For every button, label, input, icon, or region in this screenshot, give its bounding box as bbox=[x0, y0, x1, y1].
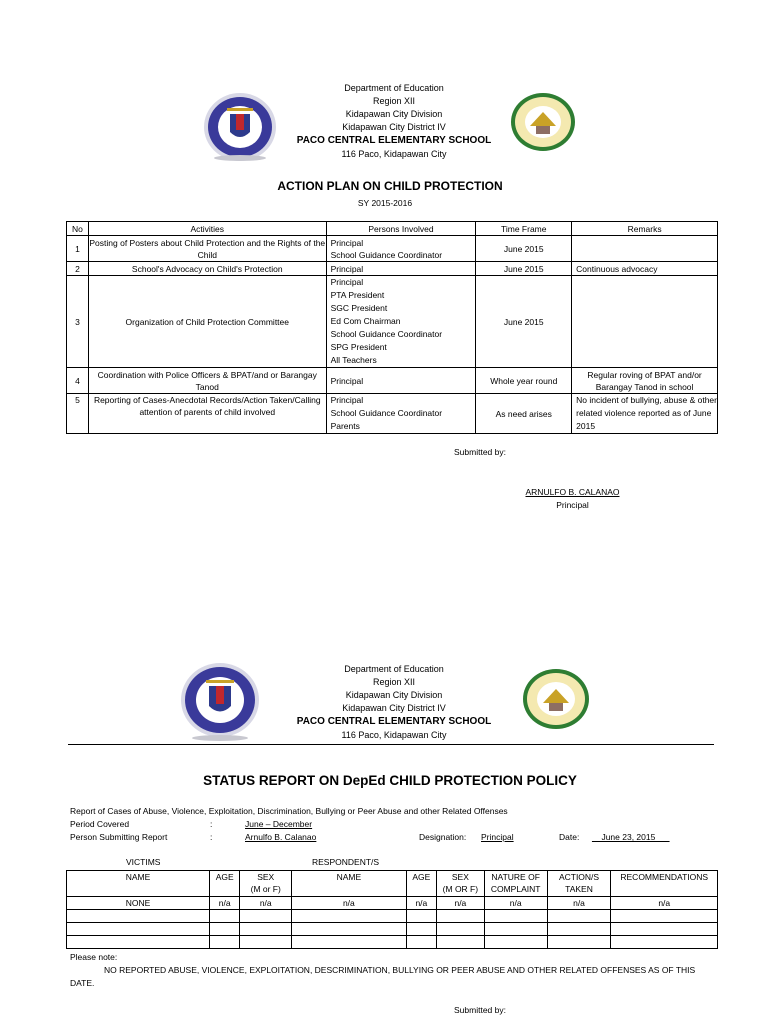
region-line: Region XII bbox=[372, 96, 416, 106]
table-row: 3 Organization of Child Protection Committee Principal PTA President SGC President Ed Com Chairman School Guidance Coordinator SPG President All Teachers June 2015 bbox=[67, 276, 718, 368]
school-address-2: 116 Paco, Kidapawan City bbox=[341, 730, 447, 740]
header-divider bbox=[68, 744, 714, 745]
school-seal-logo bbox=[510, 92, 576, 152]
district-line-2: Kidapawan City District IV bbox=[342, 703, 446, 713]
person-value: Arnulfo B. Calanao bbox=[245, 832, 317, 842]
respondents-label: RESPONDENT/S bbox=[312, 857, 380, 867]
school-name: PACO CENTRAL ELEMENTARY SCHOOL bbox=[296, 135, 492, 146]
action-plan-title: ACTION PLAN ON CHILD PROTECTION bbox=[277, 179, 503, 193]
district-line: Kidapawan City District IV bbox=[342, 122, 446, 132]
person-colon: : bbox=[210, 832, 213, 842]
note-text-cont: DATE. bbox=[70, 978, 95, 988]
col-victim-name: NAME bbox=[67, 871, 210, 897]
school-seal-logo-2 bbox=[522, 668, 590, 730]
col-persons: Persons Involved bbox=[326, 222, 476, 236]
period-value: June – December bbox=[245, 819, 313, 829]
col-action: ACTION/S TAKEN bbox=[547, 871, 611, 897]
school-address: 116 Paco, Kidapawan City bbox=[341, 149, 447, 159]
table-row bbox=[67, 936, 718, 949]
deped-seal-logo bbox=[203, 92, 277, 162]
submitted-by-label: Submitted by: bbox=[454, 447, 506, 457]
date-label: Date: bbox=[559, 832, 580, 842]
table-row: 2 School's Advocacy on Child's Protection Principal June 2015 Continuous advocacy bbox=[67, 262, 718, 276]
col-recommendations: RECOMMENDATIONS bbox=[611, 871, 718, 897]
division-line-2: Kidapawan City Division bbox=[345, 690, 443, 700]
col-victim-sex: SEX (M or F) bbox=[240, 871, 292, 897]
note-text: NO REPORTED ABUSE, VIOLENCE, EXPLOITATION, DESCRIMINATION, BULLYING OR PEER ABUSE AND OTHER RELATED OFFENSES AS OF THIS bbox=[104, 965, 696, 975]
table-row: 1 Posting of Posters about Child Protection and the Rights of the Child Principal School Guidance Coordinator June 2015 bbox=[67, 236, 718, 262]
col-respondent-sex: SEX (M OR F) bbox=[437, 871, 485, 897]
table-row: 5 Reporting of Cases-Anecdotal Records/Action Taken/Calling attention of parents of child involved Principal School Guidance Coordinator Parents As need arises No incident of bullying, abuse & other related violence reported as of June 2015 bbox=[67, 394, 718, 434]
designation-value: Principal bbox=[481, 832, 514, 842]
period-label: Period Covered bbox=[70, 819, 130, 829]
submitted-by-label-2: Submitted by: bbox=[454, 1005, 506, 1015]
division-line: Kidapawan City Division bbox=[345, 109, 443, 119]
table-row bbox=[67, 910, 718, 923]
table-row bbox=[67, 923, 718, 936]
date-value: __June 23, 2015___ bbox=[592, 832, 670, 842]
table-row: NONE n/a n/a n/a n/a n/a n/a n/a n/a bbox=[67, 897, 718, 910]
please-note-label: Please note: bbox=[70, 952, 118, 962]
deped-seal-logo-2 bbox=[180, 662, 260, 742]
dept-line-2: Department of Education bbox=[344, 664, 444, 674]
status-report-title: STATUS REPORT ON DepEd CHILD PROTECTION POLICY bbox=[203, 773, 577, 788]
col-timeframe: Time Frame bbox=[476, 222, 572, 236]
school-year: SY 2015-2016 bbox=[357, 198, 413, 208]
col-remarks: Remarks bbox=[572, 222, 718, 236]
status-report-table bbox=[66, 870, 718, 949]
period-colon: : bbox=[210, 819, 213, 829]
col-respondent-age: AGE bbox=[406, 871, 436, 897]
signatory-title: Principal bbox=[556, 500, 589, 510]
dept-line: Department of Education bbox=[344, 83, 444, 93]
col-no: No bbox=[67, 222, 89, 236]
person-label: Person Submitting Report bbox=[70, 832, 168, 842]
school-name-2: PACO CENTRAL ELEMENTARY SCHOOL bbox=[296, 716, 492, 727]
action-plan-table bbox=[66, 221, 718, 434]
col-activities: Activities bbox=[88, 222, 326, 236]
col-respondent-name: NAME bbox=[292, 871, 407, 897]
col-victim-age: AGE bbox=[209, 871, 239, 897]
signatory-name: ARNULFO B. CALANAO bbox=[525, 487, 620, 497]
table-row: 4 Coordination with Police Officers & BPAT/and or Barangay Tanod Principal Whole year round Regular roving of BPAT and/or Barangay Tanod in school bbox=[67, 368, 718, 394]
victims-label: VICTIMS bbox=[126, 857, 161, 867]
region-line-2: Region XII bbox=[372, 677, 416, 687]
col-nature: NATURE OF COMPLAINT bbox=[484, 871, 547, 897]
designation-label: Designation: bbox=[419, 832, 467, 842]
report-intro: Report of Cases of Abuse, Violence, Exploitation, Discrimination, Bullying or Peer Abuse and other Related Offenses bbox=[70, 806, 508, 816]
